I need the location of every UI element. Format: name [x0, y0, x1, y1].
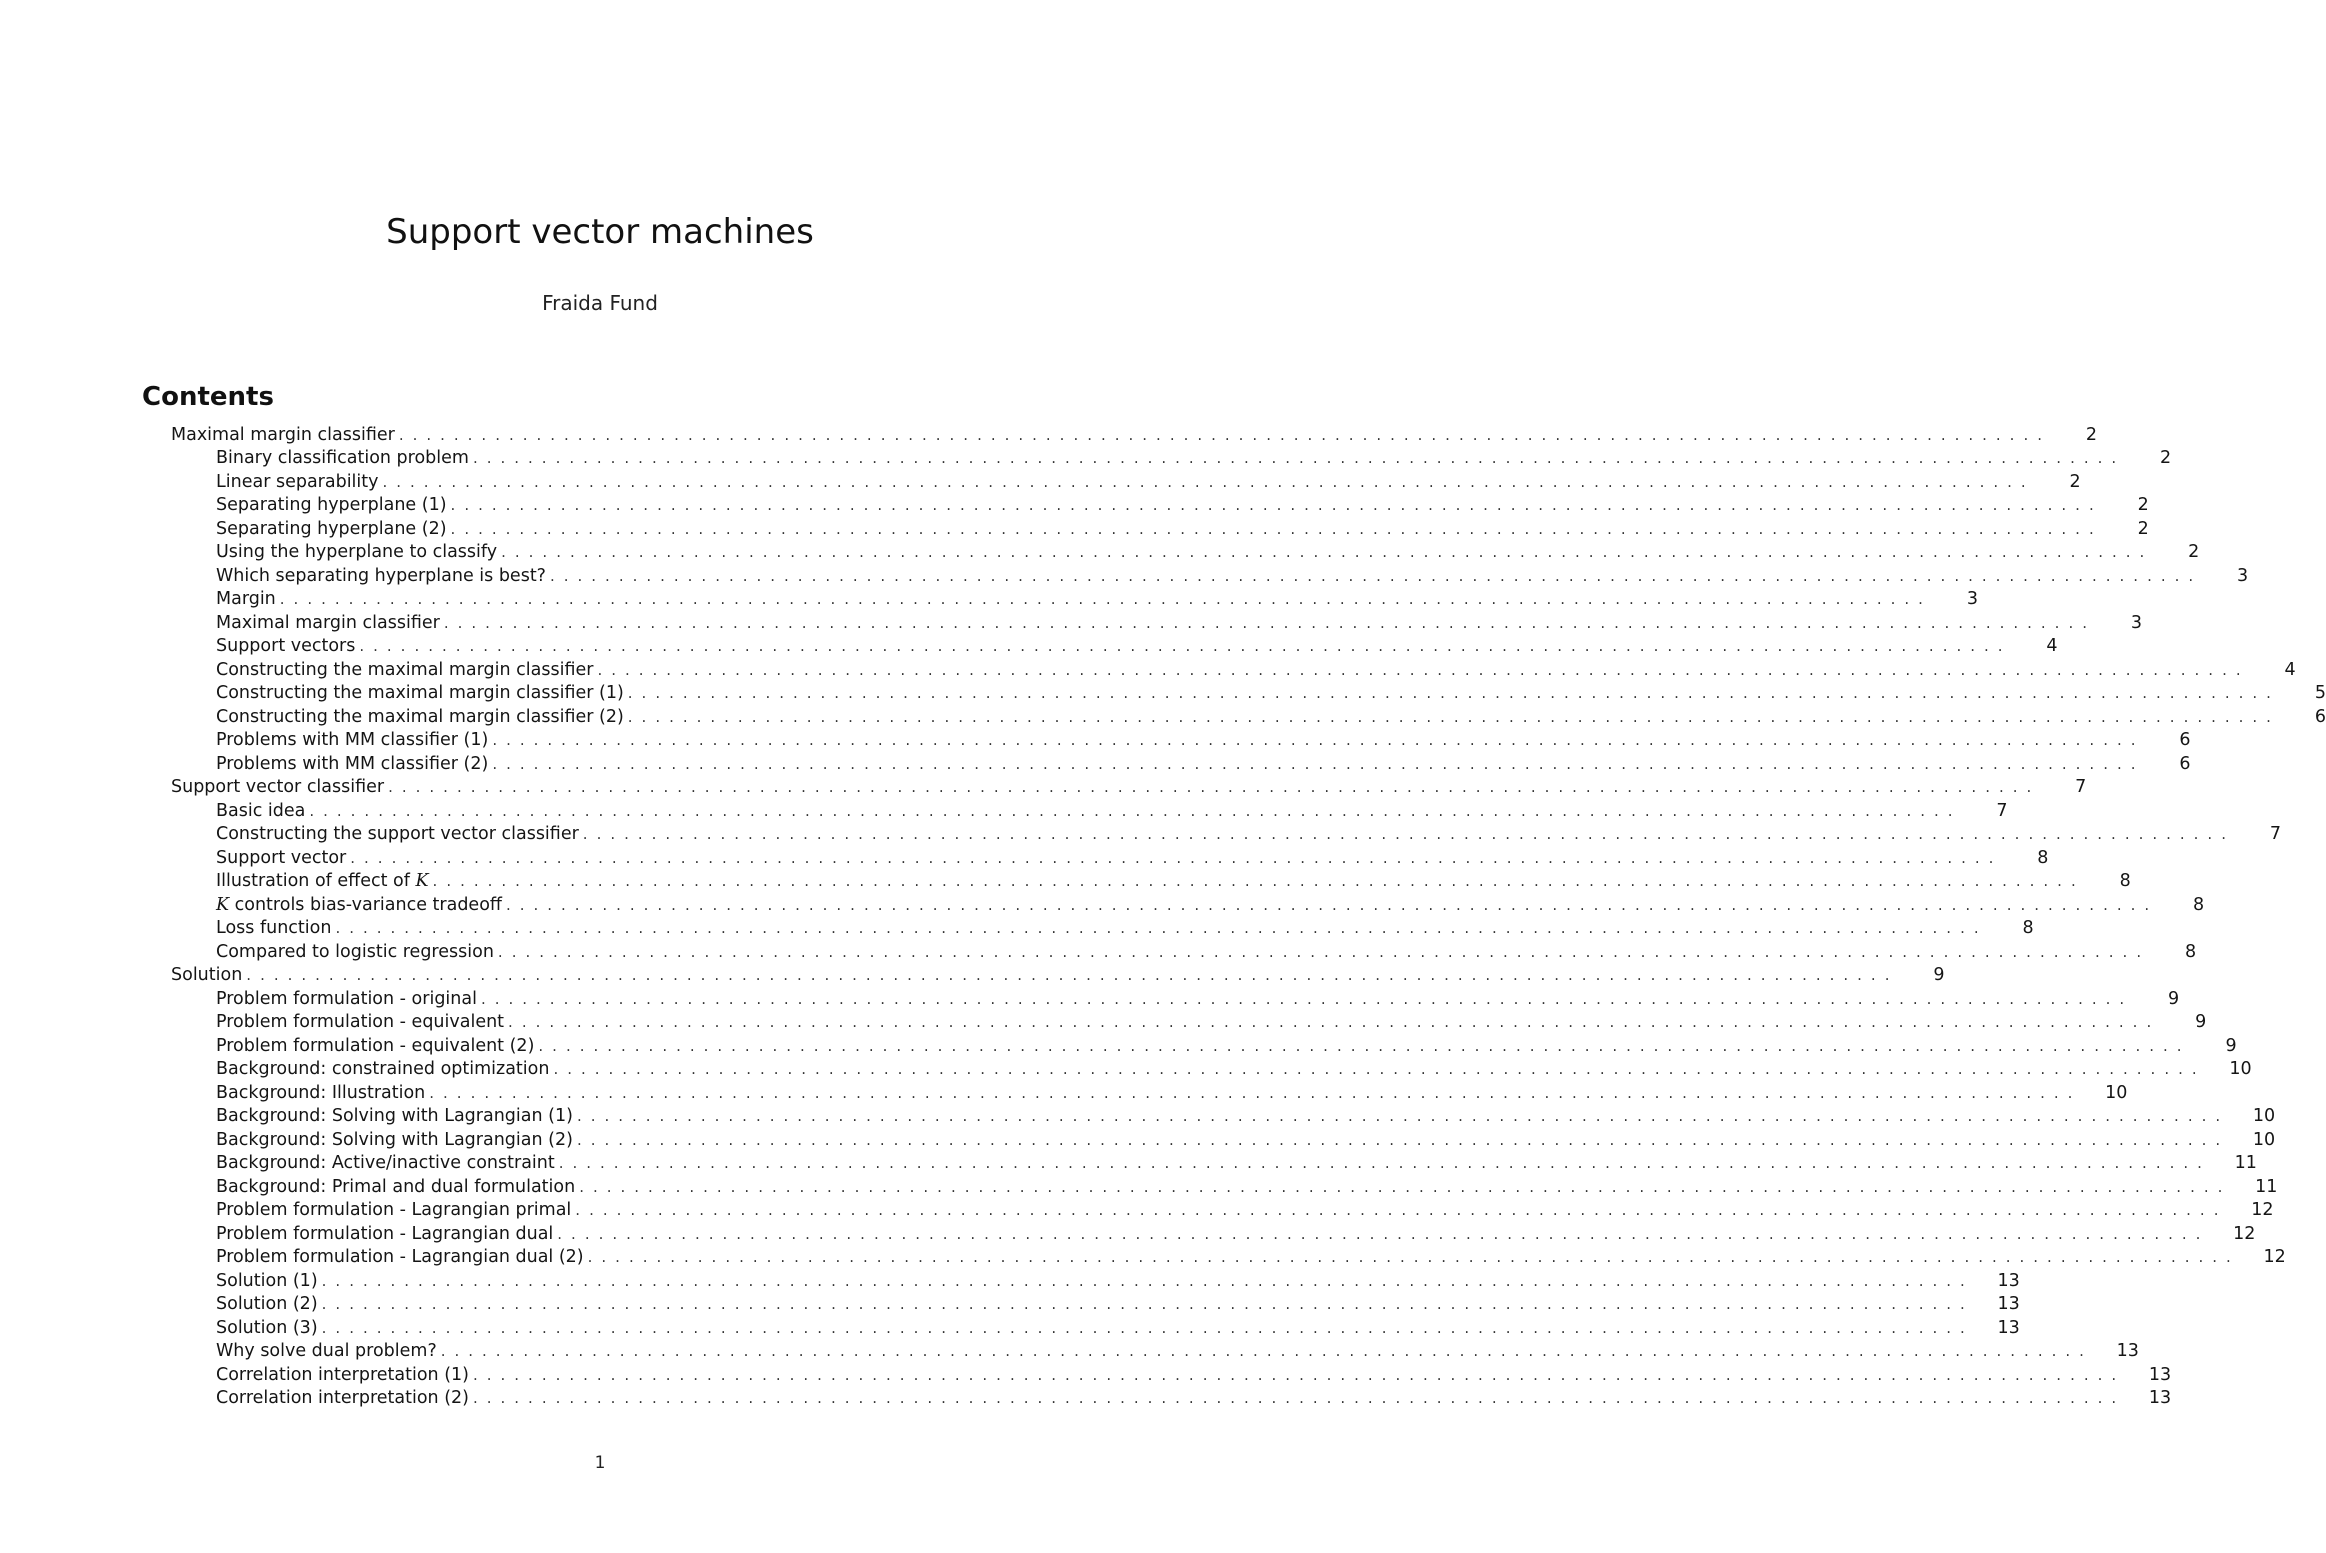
toc-entry-page-number: 8	[2184, 941, 2197, 962]
toc-entry-title	[216, 1200, 575, 1220]
toc-entry-page-number: 3	[2130, 612, 2142, 633]
toc-entry-page-number: 12	[2233, 1223, 2256, 1244]
toc-entry-title	[216, 1130, 577, 1150]
toc-entry-page-number: 2	[2069, 471, 2081, 492]
table-of-contents	[171, 423, 2326, 1410]
toc-entry-page-number: 3	[2237, 565, 2249, 586]
toc-entry-text: Support vector classifier	[171, 777, 385, 798]
toc-subsection-entry[interactable]	[171, 1246, 2286, 1270]
toc-entry-title	[216, 1153, 559, 1173]
author-name: Fraida Fund	[542, 291, 658, 315]
toc-subsection-entry[interactable]	[171, 870, 2131, 894]
toc-entry-title	[216, 989, 481, 1009]
toc-entry-text: Problem formulation - equivalent	[216, 1012, 505, 1033]
toc-entry-title	[216, 1177, 579, 1197]
toc-entry-title	[216, 636, 359, 656]
toc-entry-title	[216, 1224, 557, 1244]
toc-entry-text: Which separating hyperplane is best?	[216, 565, 546, 586]
toc-entry-title	[216, 895, 506, 915]
toc-dot-leader: ........................................................................................................................	[553, 1060, 2206, 1079]
toc-subsection-entry[interactable]	[171, 1293, 2020, 1317]
toc-subsection-entry[interactable]	[171, 893, 2205, 917]
toc-dot-leader: ........................................................................................................................	[335, 919, 1988, 938]
toc-entry-page-number: 13	[1997, 1270, 2020, 1291]
toc-dot-leader: ........................................................................................................................	[429, 1083, 2082, 1102]
toc-dot-leader: ........................................................................................................................	[627, 707, 2280, 726]
toc-entry-text: Problem formulation - original	[216, 988, 477, 1009]
toc-subsection-entry[interactable]	[171, 541, 2200, 565]
toc-entry-page-number: 7	[2269, 824, 2281, 845]
toc-subsection-entry[interactable]	[171, 564, 2249, 588]
toc-entry-math-symbol: K	[415, 871, 429, 892]
toc-entry-text: Background: constrained optimization	[216, 1059, 550, 1080]
toc-entry-text: Support vector	[216, 847, 347, 868]
toc-entry-text: Margin	[216, 589, 276, 610]
toc-entry-text: Solution (1)	[216, 1270, 318, 1291]
toc-subsection-entry[interactable]	[171, 799, 2008, 823]
toc-entry-title	[216, 848, 350, 868]
toc-subsection-entry[interactable]	[171, 588, 1978, 612]
toc-subsection-entry[interactable]	[171, 846, 2049, 870]
toc-entry-text: Illustration of effect of	[216, 871, 416, 892]
toc-entry-page-number: 2	[2085, 424, 2097, 445]
toc-dot-leader: ........................................................................................................................	[321, 1318, 1974, 1337]
toc-subsection-entry[interactable]	[171, 1340, 2139, 1364]
toc-dot-leader: ........................................................................................................................	[538, 1036, 2191, 1055]
toc-dot-leader: ........................................................................................................................	[450, 496, 2103, 515]
toc-entry-text: Correlation interpretation (2)	[216, 1388, 469, 1409]
toc-dot-leader: ........................................................................................................................	[508, 1013, 2161, 1032]
toc-entry-page-number: 9	[1933, 965, 1945, 986]
toc-dot-leader: ........................................................................................................................	[576, 1130, 2230, 1149]
toc-dot-leader: ........................................................................................................................	[582, 825, 2235, 844]
toc-entry-title	[216, 1083, 429, 1103]
toc-entry-title	[216, 542, 501, 562]
toc-entry-page-number: 10	[2252, 1106, 2276, 1127]
toc-entry-text: Separating hyperplane (2)	[216, 518, 447, 539]
toc-entry-title	[216, 730, 492, 750]
toc-subsection-entry[interactable]	[171, 517, 2149, 541]
toc-dot-leader: ........................................................................................................................	[472, 1365, 2126, 1384]
toc-entry-text: Maximal margin classifier	[171, 424, 395, 445]
toc-entry-title	[216, 448, 473, 468]
toc-subsection-entry[interactable]	[171, 1269, 2020, 1293]
toc-entry-page-number: 6	[2179, 730, 2191, 751]
toc-entry-title	[171, 425, 399, 445]
toc-entry-title	[216, 1271, 322, 1291]
toc-entry-page-number: 12	[2263, 1247, 2286, 1268]
toc-entry-page-number: 3	[1966, 589, 1978, 610]
toc-subsection-entry[interactable]	[171, 1152, 2257, 1176]
toc-entry-text: Problem formulation - Lagrangian dual (2)	[216, 1247, 584, 1268]
toc-entry-text: Constructing the support vector classifier	[216, 824, 579, 845]
toc-entry-page-number: 12	[2251, 1200, 2274, 1221]
toc-subsection-entry[interactable]	[171, 447, 2172, 471]
toc-entry-title	[216, 589, 280, 609]
toc-entry-text: Background: Illustration	[216, 1082, 426, 1103]
toc-entry-text: Background: Solving with Lagrangian (1)	[216, 1106, 573, 1127]
toc-subsection-entry[interactable]	[171, 1034, 2237, 1058]
toc-entry-title	[216, 683, 628, 703]
toc-subsection-entry[interactable]	[171, 1128, 2276, 1152]
toc-entry-title	[171, 777, 388, 797]
toc-subsection-entry[interactable]	[171, 752, 2191, 776]
toc-subsection-entry[interactable]	[171, 705, 2326, 729]
toc-entry-title	[216, 1059, 553, 1079]
toc-subsection-entry[interactable]	[171, 1081, 2128, 1105]
toc-entry-text: Problems with MM classifier (1)	[216, 730, 489, 751]
toc-entry-title	[216, 660, 597, 680]
toc-entry-page-number: 5	[2314, 683, 2326, 704]
toc-entry-page-number: 8	[2193, 894, 2205, 915]
toc-entry-title	[216, 495, 451, 515]
toc-entry-text: Problem formulation - equivalent (2)	[216, 1035, 535, 1056]
toc-entry-text: Solution	[171, 965, 243, 986]
toc-entry-text: Problem formulation - Lagrangian dual	[216, 1223, 554, 1244]
toc-dot-leader: ........................................................................................................................	[388, 778, 2041, 797]
toc-dot-leader: ........................................................................................................................	[359, 637, 2012, 656]
toc-entry-title	[216, 1294, 322, 1314]
toc-entry-math-symbol: K	[216, 894, 230, 915]
toc-subsection-entry[interactable]	[171, 494, 2149, 518]
toc-dot-leader: ........................................................................................................................	[450, 519, 2103, 538]
toc-entry-title	[216, 824, 583, 844]
toc-dot-leader: ........................................................................................................................	[480, 989, 2134, 1008]
toc-dot-leader: ........................................................................................................................	[309, 801, 1962, 820]
toc-entry-text: Compared to logistic regression	[216, 941, 494, 962]
toc-dot-leader: ........................................................................................................................	[246, 966, 1899, 985]
toc-entry-page-number: 13	[1997, 1294, 2020, 1315]
toc-entry-page-number: 6	[2314, 706, 2326, 727]
toc-subsection-entry[interactable]	[171, 987, 2180, 1011]
toc-section-entry[interactable]	[171, 776, 2087, 800]
toc-entry-text: Separating hyperplane (1)	[216, 495, 447, 516]
toc-dot-leader: ........................................................................................................................	[398, 425, 2051, 444]
toc-entry-text: controls bias-variance tradeoff	[229, 894, 502, 915]
toc-entry-title	[216, 918, 335, 938]
toc-entry-title	[216, 754, 492, 774]
toc-dot-leader: ........................................................................................................................	[472, 449, 2126, 468]
toc-entry-text: Solution (3)	[216, 1317, 318, 1338]
toc-dot-leader: ........................................................................................................................	[505, 895, 2159, 914]
toc-entry-text: Support vectors	[216, 636, 356, 657]
toc-dot-leader: ........................................................................................................................	[443, 613, 2096, 632]
toc-dot-leader: ........................................................................................................................	[549, 566, 2203, 585]
toc-entry-page-number: 11	[2234, 1153, 2257, 1174]
toc-subsection-entry[interactable]	[171, 729, 2191, 753]
toc-entry-title	[216, 942, 498, 962]
toc-entry-page-number: 11	[2255, 1176, 2278, 1197]
toc-entry-title	[216, 472, 383, 492]
toc-dot-leader: ........................................................................................................................	[321, 1295, 1974, 1314]
toc-entry-title	[216, 1247, 588, 1267]
toc-dot-leader: ........................................................................................................................	[472, 1389, 2126, 1408]
toc-entry-page-number: 7	[1996, 800, 2008, 821]
toc-subsection-entry[interactable]	[171, 1316, 2020, 1340]
toc-entry-page-number: 2	[2137, 518, 2149, 539]
toc-entry-page-number: 7	[2075, 777, 2087, 798]
toc-entry-page-number: 8	[2037, 847, 2049, 868]
toc-dot-leader: ........................................................................................................................	[576, 1107, 2230, 1126]
toc-subsection-entry[interactable]	[171, 1222, 2256, 1246]
toc-entry-text: Background: Primal and dual formulation	[216, 1176, 576, 1197]
toc-entry-text: Solution (2)	[216, 1294, 318, 1315]
toc-subsection-entry[interactable]	[171, 940, 2197, 964]
toc-entry-title	[216, 519, 451, 539]
toc-subsection-entry[interactable]	[171, 1105, 2276, 1129]
toc-entry-title	[216, 1365, 473, 1385]
toc-dot-leader: ........................................................................................................................	[350, 848, 2003, 867]
toc-subsection-entry[interactable]	[171, 917, 2034, 941]
toc-entry-title	[171, 965, 246, 985]
toc-subsection-entry[interactable]	[171, 682, 2326, 706]
toc-entry-page-number: 13	[2148, 1388, 2172, 1409]
toc-dot-leader: ........................................................................................................................	[440, 1342, 2093, 1361]
toc-dot-leader: ........................................................................................................................	[575, 1201, 2228, 1220]
toc-entry-title	[216, 871, 433, 891]
toc-subsection-entry[interactable]	[171, 823, 2281, 847]
toc-subsection-entry[interactable]	[171, 1011, 2207, 1035]
toc-entry-title	[216, 1106, 577, 1126]
toc-entry-page-number: 9	[2195, 1012, 2207, 1033]
toc-entry-text: Problems with MM classifier (2)	[216, 753, 489, 774]
page-number: 1	[594, 1453, 606, 1473]
toc-subsection-entry[interactable]	[171, 1387, 2172, 1411]
toc-entry-page-number: 13	[2148, 1364, 2172, 1385]
toc-entry-page-number: 2	[2137, 495, 2149, 516]
toc-dot-leader: ........................................................................................................................	[501, 543, 2154, 562]
toc-entry-title	[216, 707, 628, 727]
toc-dot-leader: ........................................................................................................................	[382, 472, 2035, 491]
toc-entry-page-number: 13	[1997, 1317, 2020, 1338]
toc-entry-title	[216, 1341, 441, 1361]
toc-entry-text: Using the hyperplane to classify	[216, 542, 498, 563]
toc-entry-title	[216, 1012, 508, 1032]
toc-subsection-entry[interactable]	[171, 1175, 2278, 1199]
toc-entry-title	[216, 1036, 538, 1056]
toc-entry-page-number: 13	[2116, 1341, 2139, 1362]
toc-entry-page-number: 4	[2046, 636, 2058, 657]
toc-entry-text: Constructing the maximal margin classifier (1)	[216, 683, 624, 704]
toc-entry-title	[216, 801, 309, 821]
toc-entry-text: Constructing the maximal margin classifier (2)	[216, 706, 624, 727]
toc-dot-leader: ........................................................................................................................	[321, 1271, 1974, 1290]
toc-entry-text: Why solve dual problem?	[216, 1341, 437, 1362]
toc-entry-page-number: 9	[2225, 1035, 2237, 1056]
toc-entry-text: Linear separability	[216, 471, 379, 492]
toc-entry-title	[216, 566, 550, 586]
toc-entry-page-number: 8	[2022, 918, 2034, 939]
toc-subsection-entry[interactable]	[171, 470, 2081, 494]
toc-dot-leader: ........................................................................................................................	[432, 872, 2085, 891]
toc-dot-leader: ........................................................................................................................	[492, 754, 2145, 773]
toc-dot-leader: ........................................................................................................................	[279, 590, 1932, 609]
toc-dot-leader: ........................................................................................................................	[492, 731, 2145, 750]
toc-entry-text: Background: Active/inactive constraint	[216, 1153, 555, 1174]
toc-subsection-entry[interactable]	[171, 658, 2296, 682]
toc-entry-page-number: 4	[2284, 659, 2296, 680]
contents-heading: Contents	[142, 382, 274, 412]
toc-dot-leader: ........................................................................................................................	[497, 942, 2151, 961]
toc-entry-text: Constructing the maximal margin classifier	[216, 659, 594, 680]
toc-entry-page-number: 8	[2119, 871, 2131, 892]
page-title: Support vector machines	[386, 212, 814, 252]
toc-section-entry[interactable]	[171, 964, 1945, 988]
toc-subsection-entry[interactable]	[171, 1363, 2172, 1387]
toc-entry-title	[216, 1318, 322, 1338]
toc-entry-page-number: 10	[2105, 1082, 2128, 1103]
toc-entry-text: Basic idea	[216, 800, 306, 821]
toc-dot-leader: ........................................................................................................................	[557, 1224, 2210, 1243]
toc-entry-page-number: 10	[2229, 1059, 2252, 1080]
toc-dot-leader: ........................................................................................................................	[627, 684, 2280, 703]
toc-entry-page-number: 10	[2252, 1129, 2276, 1150]
toc-entry-page-number: 2	[2188, 542, 2200, 563]
toc-entry-text: Problem formulation - Lagrangian primal	[216, 1200, 572, 1221]
toc-entry-text: Correlation interpretation (1)	[216, 1364, 469, 1385]
toc-entry-text: Maximal margin classifier	[216, 612, 440, 633]
toc-subsection-entry[interactable]	[171, 1058, 2252, 1082]
toc-section-entry[interactable]	[171, 423, 2097, 447]
toc-entry-text: Background: Solving with Lagrangian (2)	[216, 1129, 573, 1150]
toc-subsection-entry[interactable]	[171, 1199, 2274, 1223]
toc-dot-leader: ........................................................................................................................	[579, 1177, 2232, 1196]
toc-entry-page-number: 9	[2168, 988, 2180, 1009]
toc-dot-leader: ........................................................................................................................	[587, 1248, 2240, 1267]
toc-entry-text: Binary classification problem	[216, 448, 469, 469]
toc-entry-title	[216, 1388, 473, 1408]
toc-dot-leader: ........................................................................................................................	[558, 1154, 2211, 1173]
toc-entry-text: Loss function	[216, 918, 332, 939]
toc-subsection-entry[interactable]	[171, 611, 2142, 635]
toc-subsection-entry[interactable]	[171, 635, 2058, 659]
toc-entry-title	[216, 613, 444, 633]
toc-entry-page-number: 2	[2160, 448, 2172, 469]
toc-dot-leader: ........................................................................................................................	[597, 660, 2250, 679]
toc-entry-page-number: 6	[2179, 753, 2191, 774]
